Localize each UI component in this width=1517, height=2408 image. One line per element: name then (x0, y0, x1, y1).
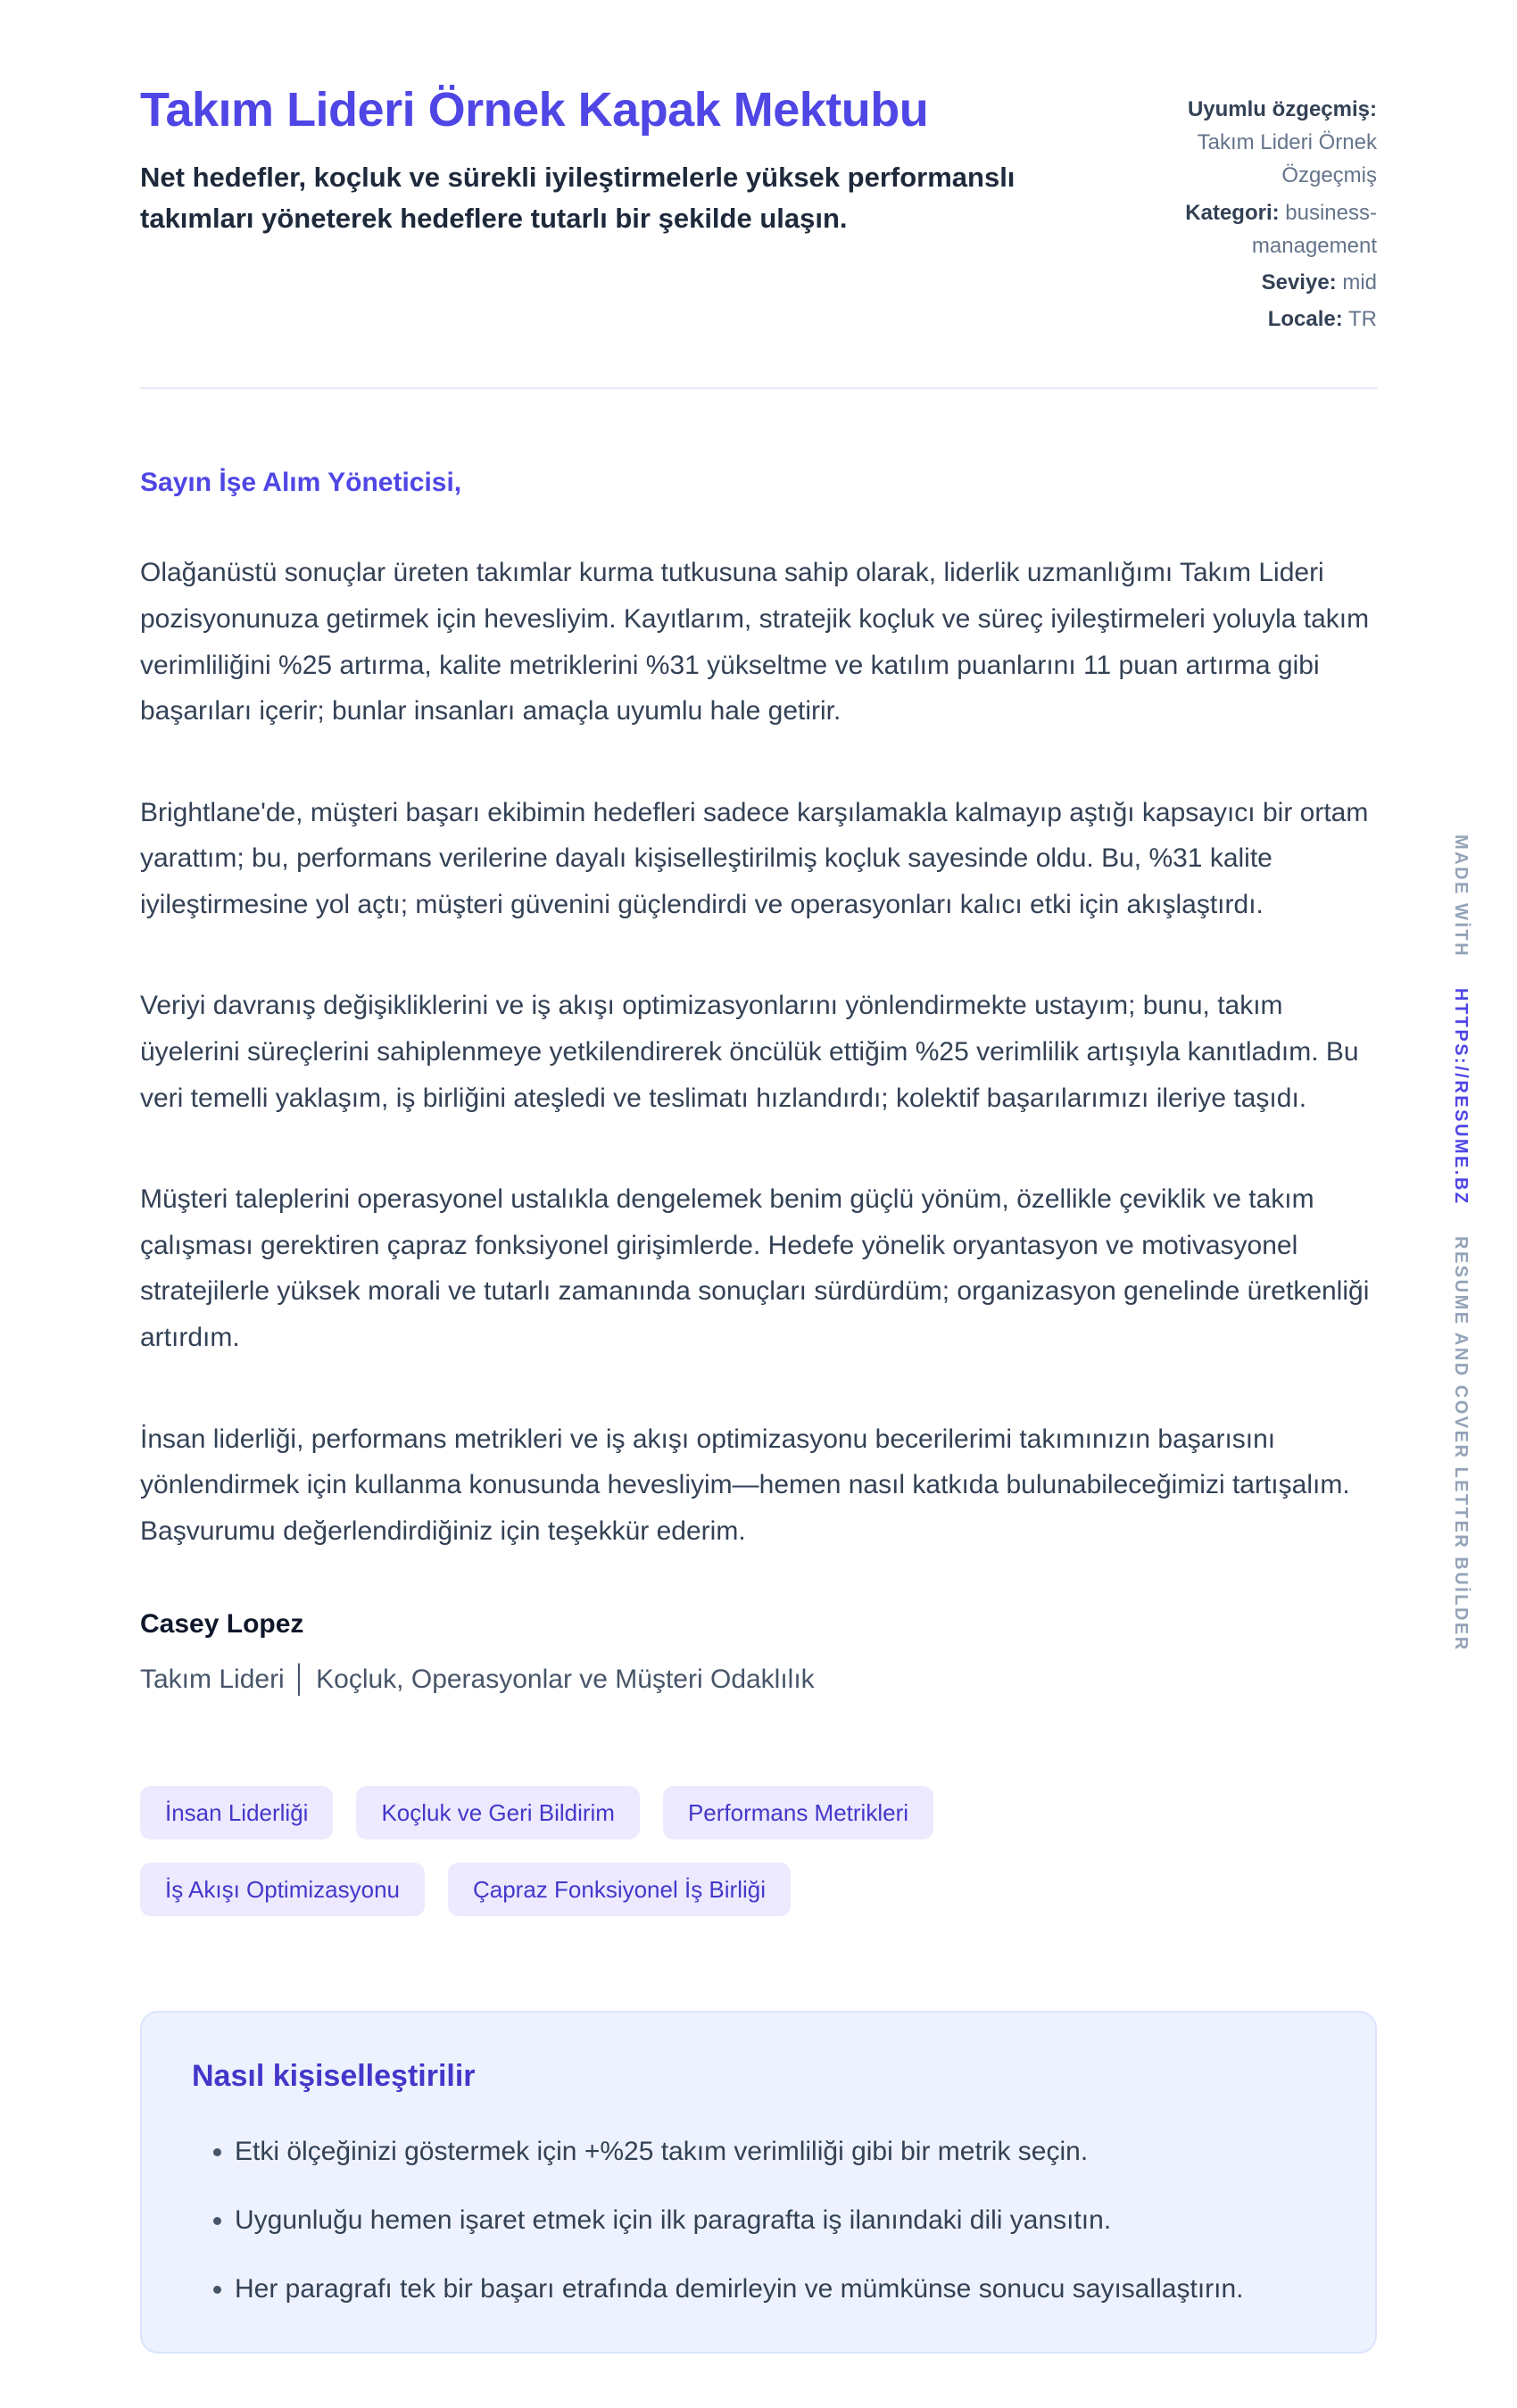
meta-category (1136, 196, 1377, 262)
signature-role: Takım Lideri │ Koçluk, Operasyonlar ve Müşteri Odaklılık (140, 1665, 815, 1695)
personalization-tips-box (140, 2011, 1377, 2354)
salutation: Sayın İşe Alım Yöneticisi, (140, 468, 462, 498)
tips-list (192, 2131, 1325, 2309)
page-subtitle: Net hedefler, koçluk ve sürekli iyileştirmelerle yüksek performanslı takımları yöneterek hedeflere tutarlı bir şekilde ulaşın. (140, 161, 1015, 235)
meta-value-level: mid (1342, 270, 1377, 295)
skill-tag-cross-functional: Çapraz Fonksiyonel İş Birliği (448, 1863, 791, 1916)
meta-locale (1136, 303, 1377, 336)
signature-name: Casey Lopez (140, 1609, 304, 1640)
tip-item-1: • Etki ölçeğinizi göstermek için +%25 takım verimliliği gibi bir metrik seçin. (235, 2131, 1325, 2171)
header-title-block (140, 82, 1077, 240)
letter-paragraph-2: Brightlane'de, müşteri başarı ekibimin hedefleri sadece karşılamakla kalmayıp aştığı kapsayıcı bir ortam yarattım; bu, performans verilerine dayalı kişiselleştirilmiş koçluk sayesinde oldu. Bu, %31 kalite iyileştirmesine yol açtı; müşteri güvenini güçlendirdi ve operasyonları kalıcı etki için akışlaştırdı. (140, 797, 1369, 919)
letter-paragraph-5: İnsan liderliği, performans metrikleri ve iş akışı optimizasyonu becerilerimi takımınızın başarısını yönlendirmek için kullanma konusunda hevesliyim—hemen nasıl katkıda bulunabileceğimizi tartışalım. Başvurumu değerlendirdiğiniz için teşekkür ederim. (140, 1424, 1350, 1546)
skill-tag-performance-metrics: Performans Metrikleri (663, 1786, 933, 1839)
header-divider (140, 387, 1377, 389)
meta-level (1136, 266, 1377, 299)
skill-tag-workflow-optimization: İş Akışı Optimizasyonu (140, 1863, 425, 1916)
meta-matching-resume (1136, 93, 1377, 193)
tip-item-2: • Uygunluğu hemen işaret etmek için ilk paragrafta iş ilanındaki dili yansıtın. (235, 2200, 1325, 2240)
skill-tags (140, 1786, 1211, 1916)
skill-tag-coaching-feedback: Koçluk ve Geri Bildirim (356, 1786, 640, 1839)
watermark-builder-text: RESUME AND COVER LETTER BUİLDER (1451, 1235, 1471, 1652)
letter-paragraph-3: Veriyi davranış değişikliklerini ve iş akışı optimizasyonlarını yönlendirmekte ustayım; bunu, takım üyelerini süreçlerini sahiplenmeye yetkilendirerek öncülük ettiğim %25 verimlilik artışıyla kanıtladım. Bu veri temelli yaklaşım, iş birliğini ateşledi ve teslimatı hızlandırdı; kolektif başarılarımızı ileriye taşıdı. (140, 991, 1359, 1113)
meta-label-matching-resume: Uyumlu özgeçmiş: (1187, 97, 1377, 121)
watermark-resume-bz-link[interactable]: HTTPS://RESUME.BZ (1451, 988, 1471, 1206)
header (140, 82, 1377, 339)
page-title: Takım Lideri Örnek Kapak Mektubu (140, 83, 929, 137)
watermark (1450, 834, 1471, 1651)
letter-body (140, 468, 1377, 1695)
tips-title: Nasıl kişiselleştirilir (192, 2059, 476, 2094)
meta-panel (1136, 82, 1377, 339)
cover-letter-page (140, 0, 1377, 2354)
tip-item-3: • Her paragrafı tek bir başarı etrafında demirleyin ve mümkünse sonucu sayısallaştırın. (235, 2269, 1325, 2309)
watermark-made-with: MADE WİTH (1451, 834, 1471, 959)
meta-value-matching-resume: Takım Lideri Örnek Özgeçmiş (1197, 130, 1377, 188)
meta-value-locale: TR (1348, 307, 1377, 332)
skill-tag-people-leadership: İnsan Liderliği (140, 1786, 333, 1839)
letter-paragraph-4: Müşteri taleplerini operasyonel ustalıkla dengelemek benim güçlü yönüm, özellikle çeviklik ve takım çalışması gerektiren çapraz fonksiyonel girişimlerde. Hedefe yönelik oryantasyon ve motivasyonel stratejilerle yüksek morali ve tutarlı zamanında sonuçları sürdürdüm; organizasyon genelinde üretkenliği artırdım. (140, 1184, 1370, 1353)
letter-paragraph-1: Olağanüstü sonuçlar üreten takımlar kurma tutkusuna sahip olarak, liderlik uzmanlığımı Takım Lideri pozisyonunuza getirmek için hevesliyim. Kayıtlarım, stratejik koçluk ve süreç iyileştirmeleri yoluyla takım verimliliğini %25 artırma, kalite metriklerini %31 yükseltme ve katılım puanlarını 11 puan artırma gibi başarıları içerir; bunlar insanları amaçla uyumlu hale getirir. (140, 558, 1370, 727)
meta-label-category: Kategori: (1185, 200, 1280, 225)
meta-label-level: Seviye: (1261, 270, 1337, 295)
meta-label-locale: Locale: (1267, 307, 1343, 332)
meta-value-category: business-management (1251, 200, 1377, 258)
